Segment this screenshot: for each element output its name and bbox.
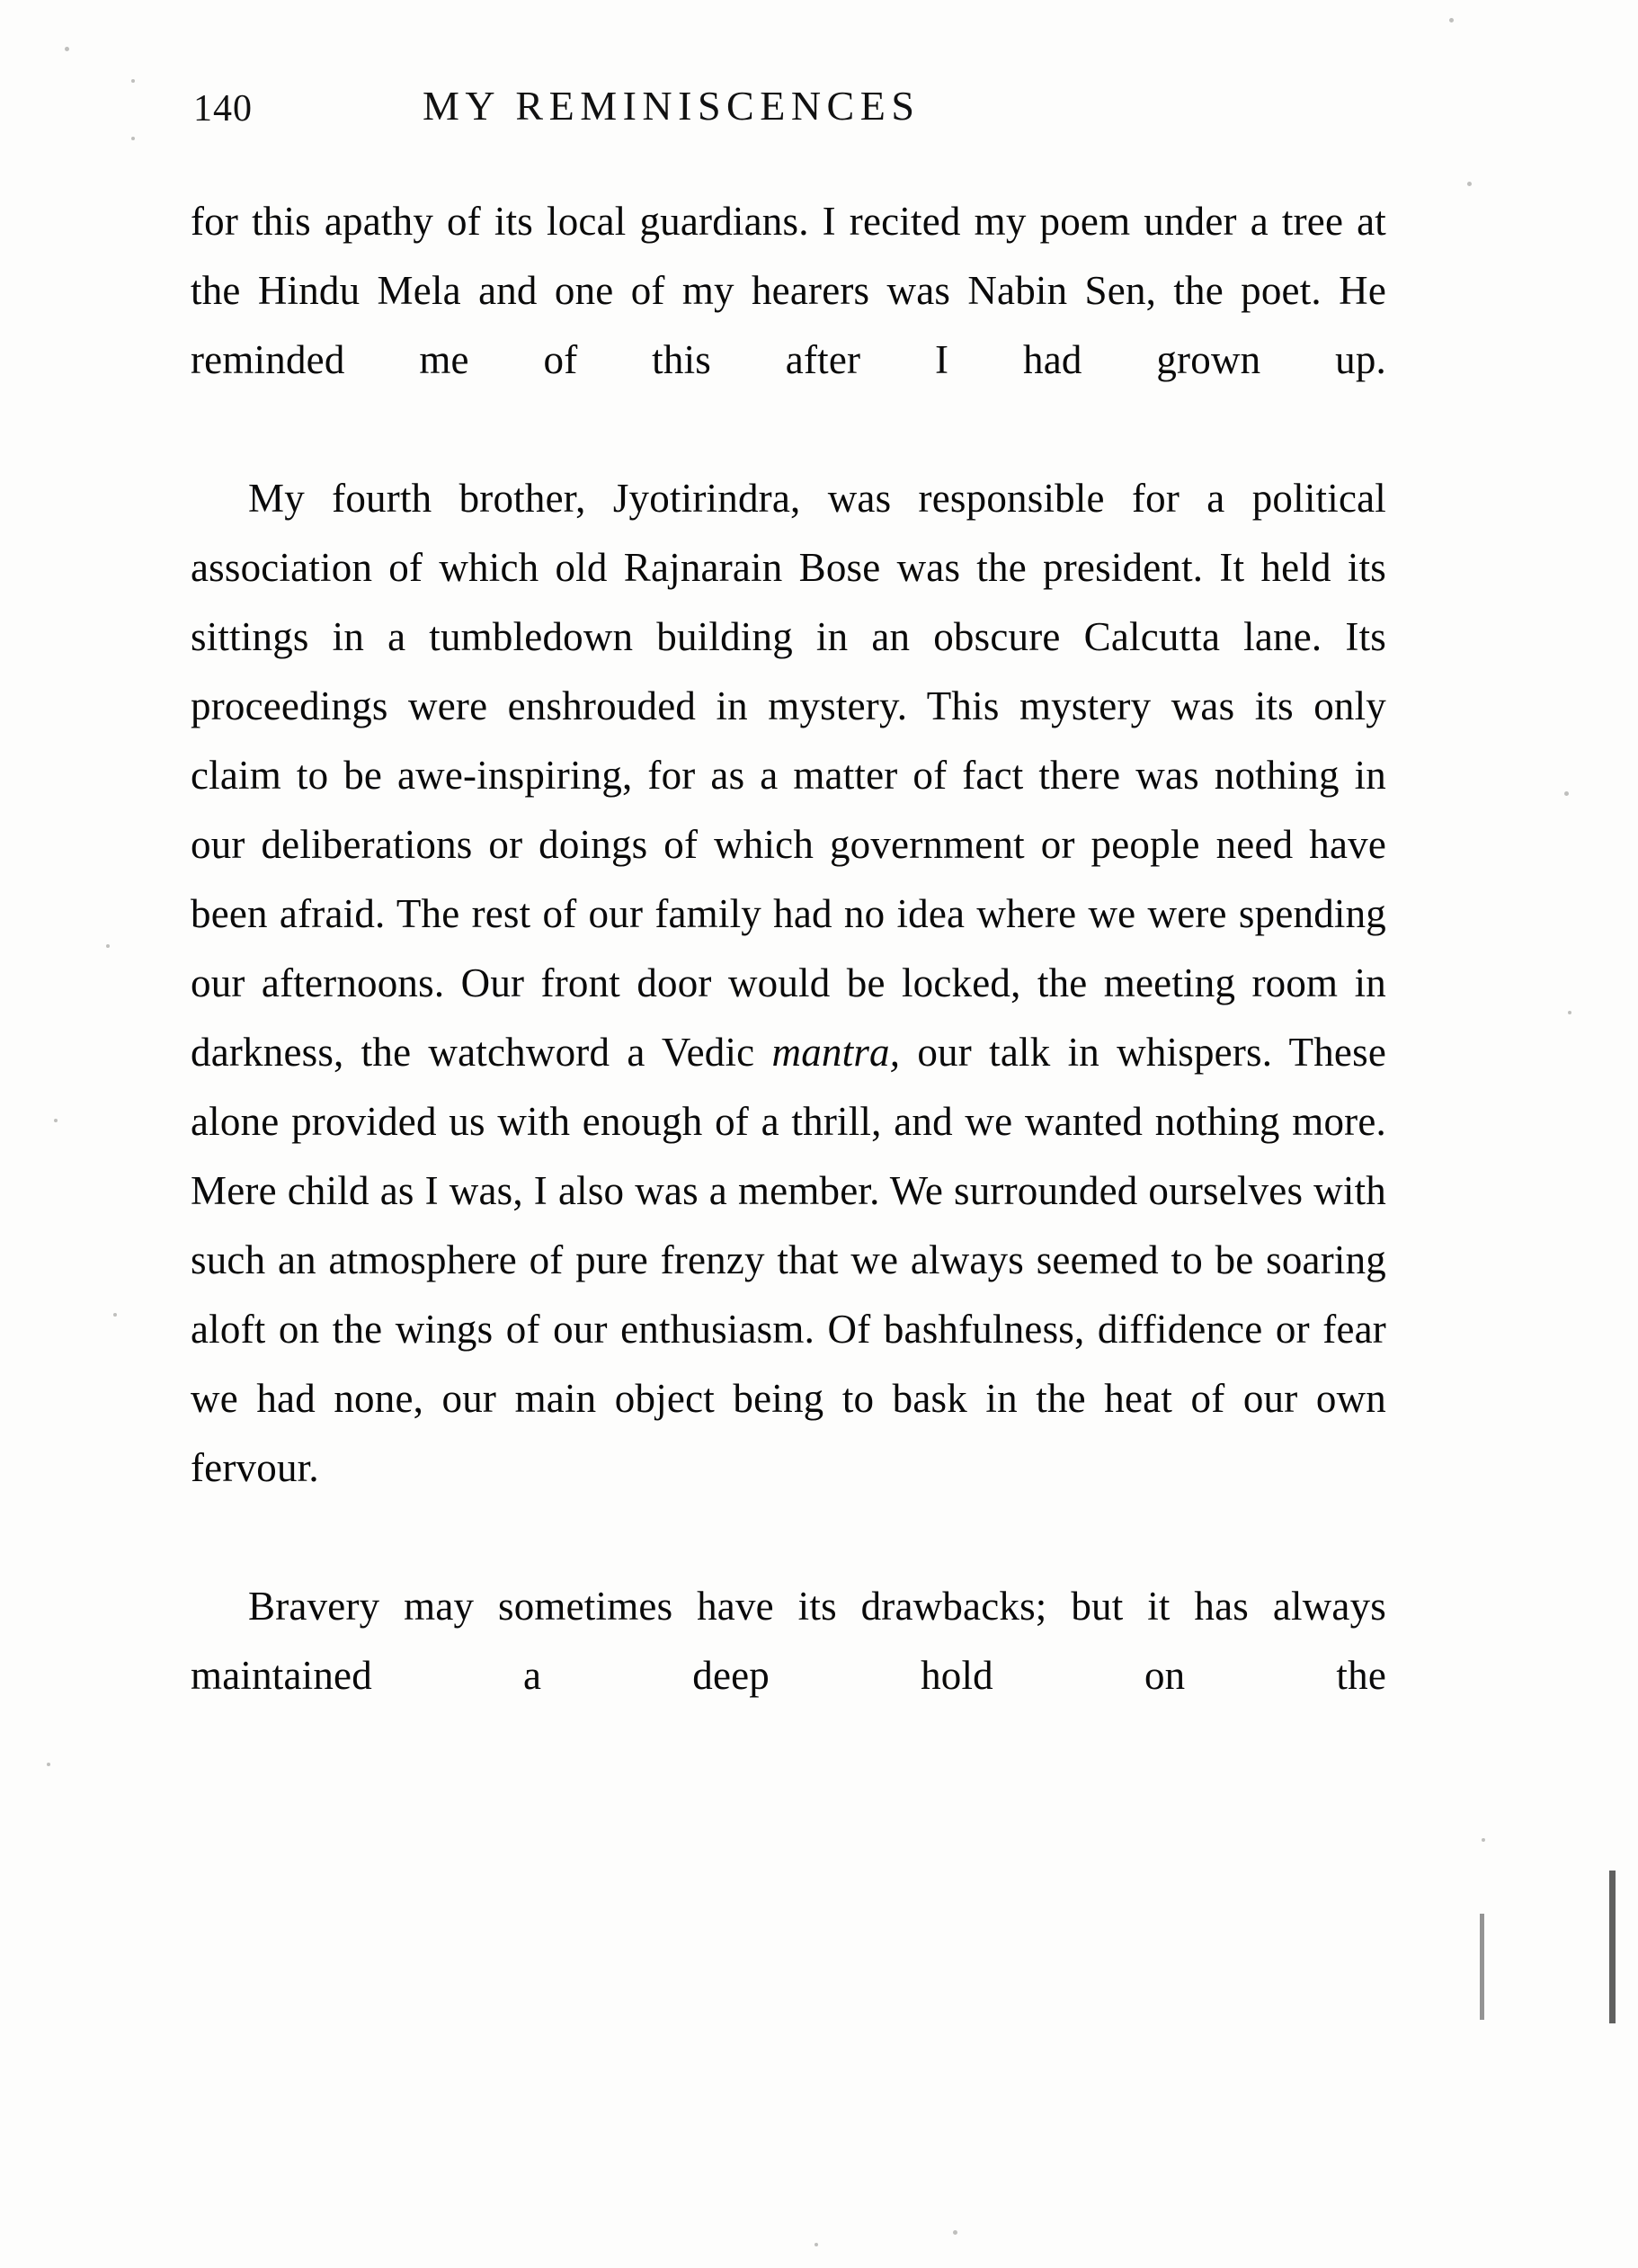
- scan-speck: [47, 1763, 50, 1766]
- scan-speck: [815, 2243, 818, 2246]
- page-number: 140: [193, 88, 253, 129]
- scan-speck: [1568, 1011, 1571, 1014]
- paragraph: [191, 464, 1386, 1572]
- scan-speck: [131, 79, 135, 83]
- scan-speck: [1449, 18, 1454, 22]
- italic-term: mantra,: [771, 1030, 901, 1075]
- scan-speck: [1564, 791, 1569, 796]
- scan-speck: [953, 2230, 957, 2235]
- scan-speck: [1482, 1838, 1485, 1842]
- scan-speck: [106, 944, 110, 948]
- paragraph: Bravery may sometimes have its drawbacks; but it has always maintained a deep hold on the: [191, 1584, 1386, 1698]
- page-header: [193, 76, 1452, 139]
- paragraph-segment-after-italic: our talk in whispers. These alone provided us with enough of a thrill, and we wanted nothing more. Mere child as I was, I also was a member. We surrounded ourselves with such an atmosphere of pure frenzy that we always seemed to be soaring aloft on the wings of our enthusiasm. Of bashfulness, diffidence or fear we had none, our main object being to bask in the heat of our own fervour.: [191, 1030, 1386, 1490]
- scan-speck: [1467, 182, 1472, 186]
- scan-speck: [54, 1119, 58, 1122]
- scan-speck: [113, 1313, 117, 1317]
- paragraph-segment-before-italic: My fourth brother, Jyotirindra, was responsible for a political association of which old Rajnarain Bose was the president. It held its sittings in a tumbledown building in an obscure Calcutta lane. Its proceedings were enshrouded in mystery. This mystery was its only claim to be awe-inspiring, for as a matter of fact there was nothing in our deliberations or doings of which government or people need have been afraid. The rest of our family had no idea where we were spending our afternoons. Our front door would be locked, the meeting room in darkness, the watchword a Vedic: [191, 476, 1386, 1075]
- paragraph: for this apathy of its local guardians. I recited my poem under a tree at the Hindu Mela and one of my hearers was Nabin Sen, the poet. He reminded me of this after I had grown up.: [191, 199, 1386, 382]
- page-edge-mark: [1480, 1914, 1484, 2020]
- scan-speck: [131, 137, 135, 140]
- page-edge-mark: [1609, 1871, 1616, 2023]
- body-text-block: [191, 187, 1386, 1780]
- running-head-title: MY REMINISCENCES: [423, 83, 921, 129]
- scan-speck: [65, 47, 69, 51]
